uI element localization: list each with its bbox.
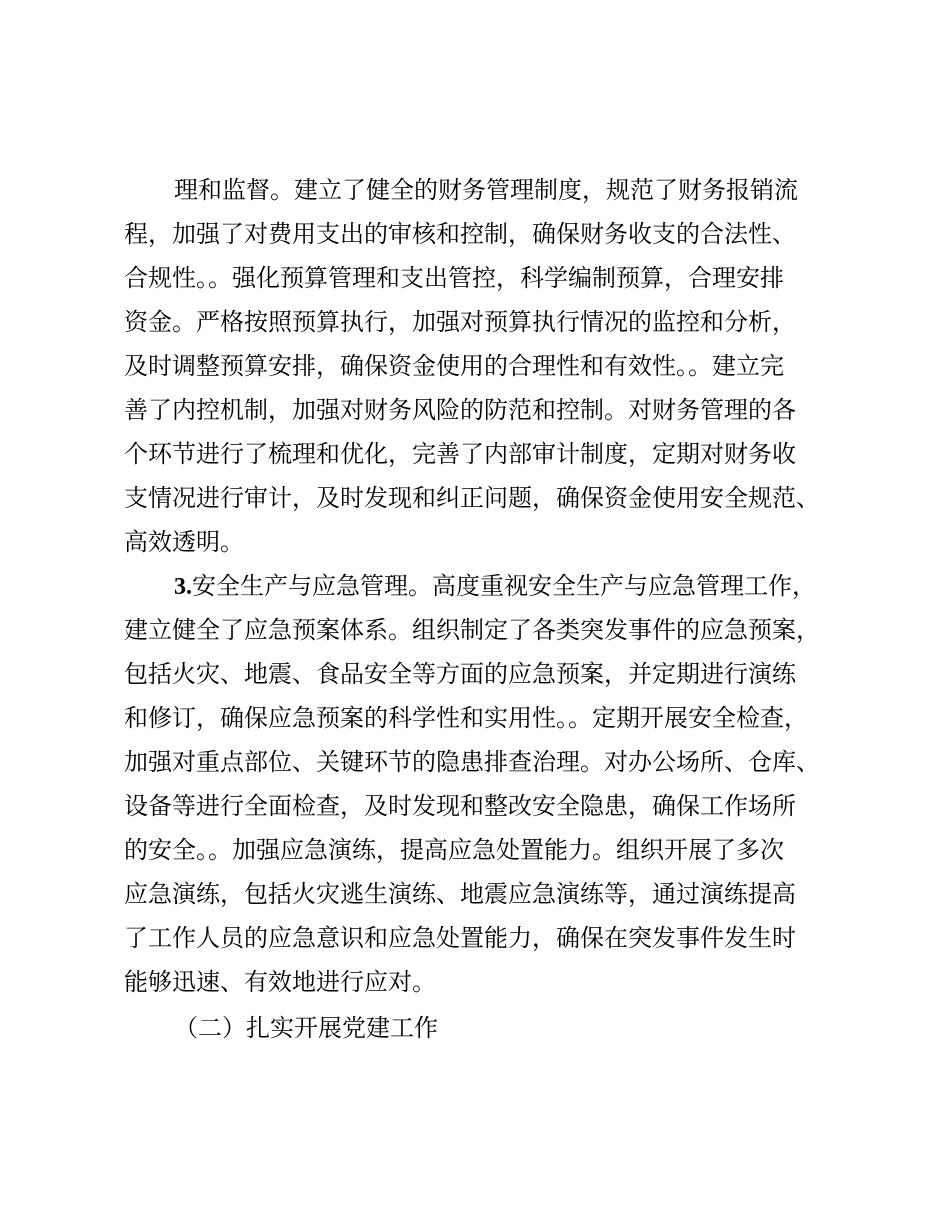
p2-line-3: 包括火灾、地震、食品安全等方面的应急预案，并定期进行演练	[124, 660, 796, 688]
section-heading: （二）扎实开展党建工作	[174, 1014, 438, 1042]
section-number: 3.	[174, 574, 192, 600]
p1-line-4: 资金。严格按照预算执行，加强对预算执行情况的监控和分析，	[124, 308, 796, 336]
p2-line-10: 能够迅速、有效地进行应对。	[124, 968, 436, 996]
p2-line-8: 应急演练，包括火灾逃生演练、地震应急演练等，通过演练提高	[124, 880, 796, 908]
p1-line-6: 善了内控机制，加强对财务风险的防范和控制。对财务管理的各	[124, 396, 796, 424]
p1-line-9: 高效透明。	[124, 528, 244, 556]
p1-line-3: 合规性。。强化预算管理和支出管控，科学编制预算，合理安排	[124, 264, 784, 292]
p2-line-1	[174, 570, 816, 603]
p2-line-4: 和修订，确保应急预案的科学性和实用性。。定期开展安全检查，	[124, 704, 808, 732]
p1-line-2: 程，加强了对费用支出的审核和控制，确保财务收支的合法性、	[124, 220, 796, 248]
p1-line-1: 理和监督。建立了健全的财务管理制度，规范了财务报销流	[174, 176, 798, 204]
p2-line-2: 建立健全了应急预案体系。组织制定了各类突发事件的应急预案，	[124, 616, 820, 644]
p2-line-5: 加强对重点部位、关键环节的隐患排查治理。对办公场所、仓库、	[124, 748, 820, 776]
p2-line-9: 了工作人员的应急意识和应急处置能力，确保在突发事件发生时	[124, 924, 796, 952]
p1-line-5: 及时调整预算安排，确保资金使用的合理性和有效性。。建立完	[124, 352, 784, 380]
p2-line-7: 的安全。。加强应急演练，提高应急处置能力。组织开展了多次	[124, 836, 784, 864]
p2-first-line-text: 安全生产与应急管理。高度重视安全生产与应急管理工作，	[192, 572, 816, 600]
p2-line-6: 设备等进行全面检查，及时发现和整改安全隐患，确保工作场所	[124, 792, 796, 820]
p1-line-7: 个环节进行了梳理和优化，完善了内部审计制度，定期对财务收	[124, 440, 796, 468]
p1-line-8: 支情况进行审计，及时发现和纠正问题，确保资金使用安全规范、	[124, 484, 820, 512]
